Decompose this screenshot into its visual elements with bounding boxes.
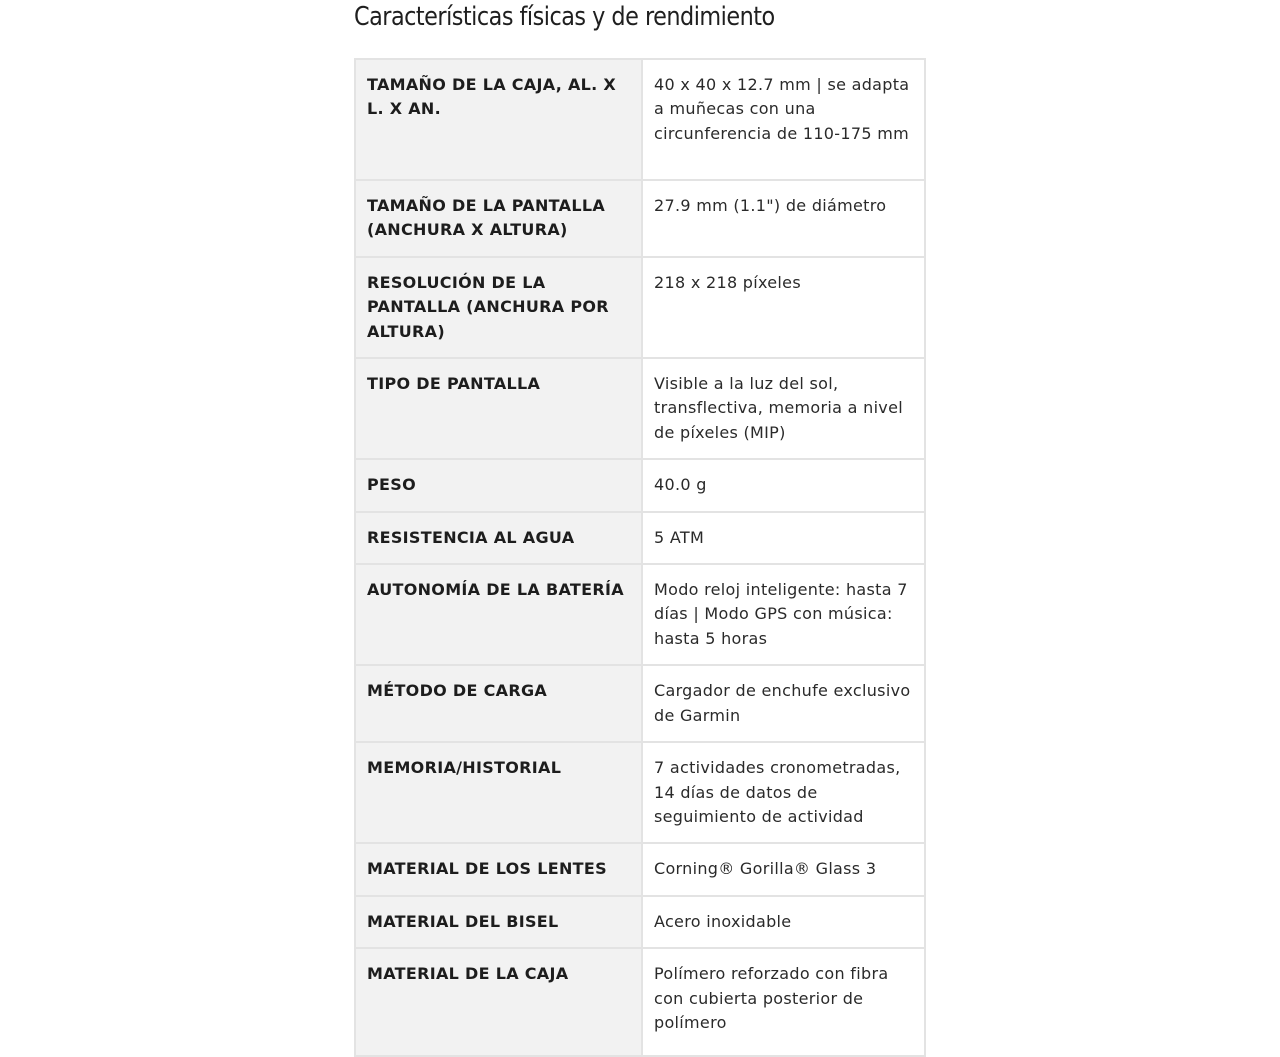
spec-label: MATERIAL DEL BISEL [355, 896, 642, 948]
spec-value: 40.0 g [642, 459, 925, 511]
spec-label: RESISTENCIA AL AGUA [355, 512, 642, 564]
table-row [355, 843, 925, 895]
spec-value: 218 x 218 píxeles [642, 257, 925, 358]
spec-label: PESO [355, 459, 642, 511]
spec-label: MEMORIA/HISTORIAL [355, 742, 642, 843]
spec-value: Modo reloj inteligente: hasta 7 días | Modo GPS con música: hasta 5 horas [642, 564, 925, 665]
spec-value: 27.9 mm (1.1") de diámetro [642, 180, 925, 257]
spec-value: 5 ATM [642, 512, 925, 564]
spec-label: TAMAÑO DE LA PANTALLA (ANCHURA X ALTURA) [355, 180, 642, 257]
table-row [355, 896, 925, 948]
section-title: Características físicas y de rendimiento [354, 2, 775, 32]
table-row [355, 257, 925, 358]
table-row [355, 948, 925, 1056]
spec-label: AUTONOMÍA DE LA BATERÍA [355, 564, 642, 665]
specs-table [354, 58, 926, 1057]
table-row [355, 564, 925, 665]
spec-value: Cargador de enchufe exclusivo de Garmin [642, 665, 925, 742]
spec-value: Visible a la luz del sol, transflectiva, memoria a nivel de píxeles (MIP) [642, 358, 925, 459]
spec-value: 40 x 40 x 12.7 mm | se adapta a muñecas con una circunferencia de 110-175 mm [642, 59, 925, 180]
spec-section [354, 0, 926, 1057]
table-row [355, 512, 925, 564]
table-row [355, 742, 925, 843]
spec-value: Corning® Gorilla® Glass 3 [642, 843, 925, 895]
spec-value: Polímero reforzado con fibra con cubierta posterior de polímero [642, 948, 925, 1056]
spec-label: TIPO DE PANTALLA [355, 358, 642, 459]
spec-label: TAMAÑO DE LA CAJA, AL. X L. X AN. [355, 59, 642, 180]
table-row [355, 59, 925, 180]
spec-label: MATERIAL DE LA CAJA [355, 948, 642, 1056]
table-row [355, 459, 925, 511]
spec-value: 7 actividades cronometradas, 14 días de datos de seguimiento de actividad [642, 742, 925, 843]
spec-label: RESOLUCIÓN DE LA PANTALLA (ANCHURA POR ALTURA) [355, 257, 642, 358]
spec-label: MATERIAL DE LOS LENTES [355, 843, 642, 895]
table-row [355, 665, 925, 742]
table-row [355, 358, 925, 459]
spec-label: MÉTODO DE CARGA [355, 665, 642, 742]
spec-value: Acero inoxidable [642, 896, 925, 948]
table-row [355, 180, 925, 257]
